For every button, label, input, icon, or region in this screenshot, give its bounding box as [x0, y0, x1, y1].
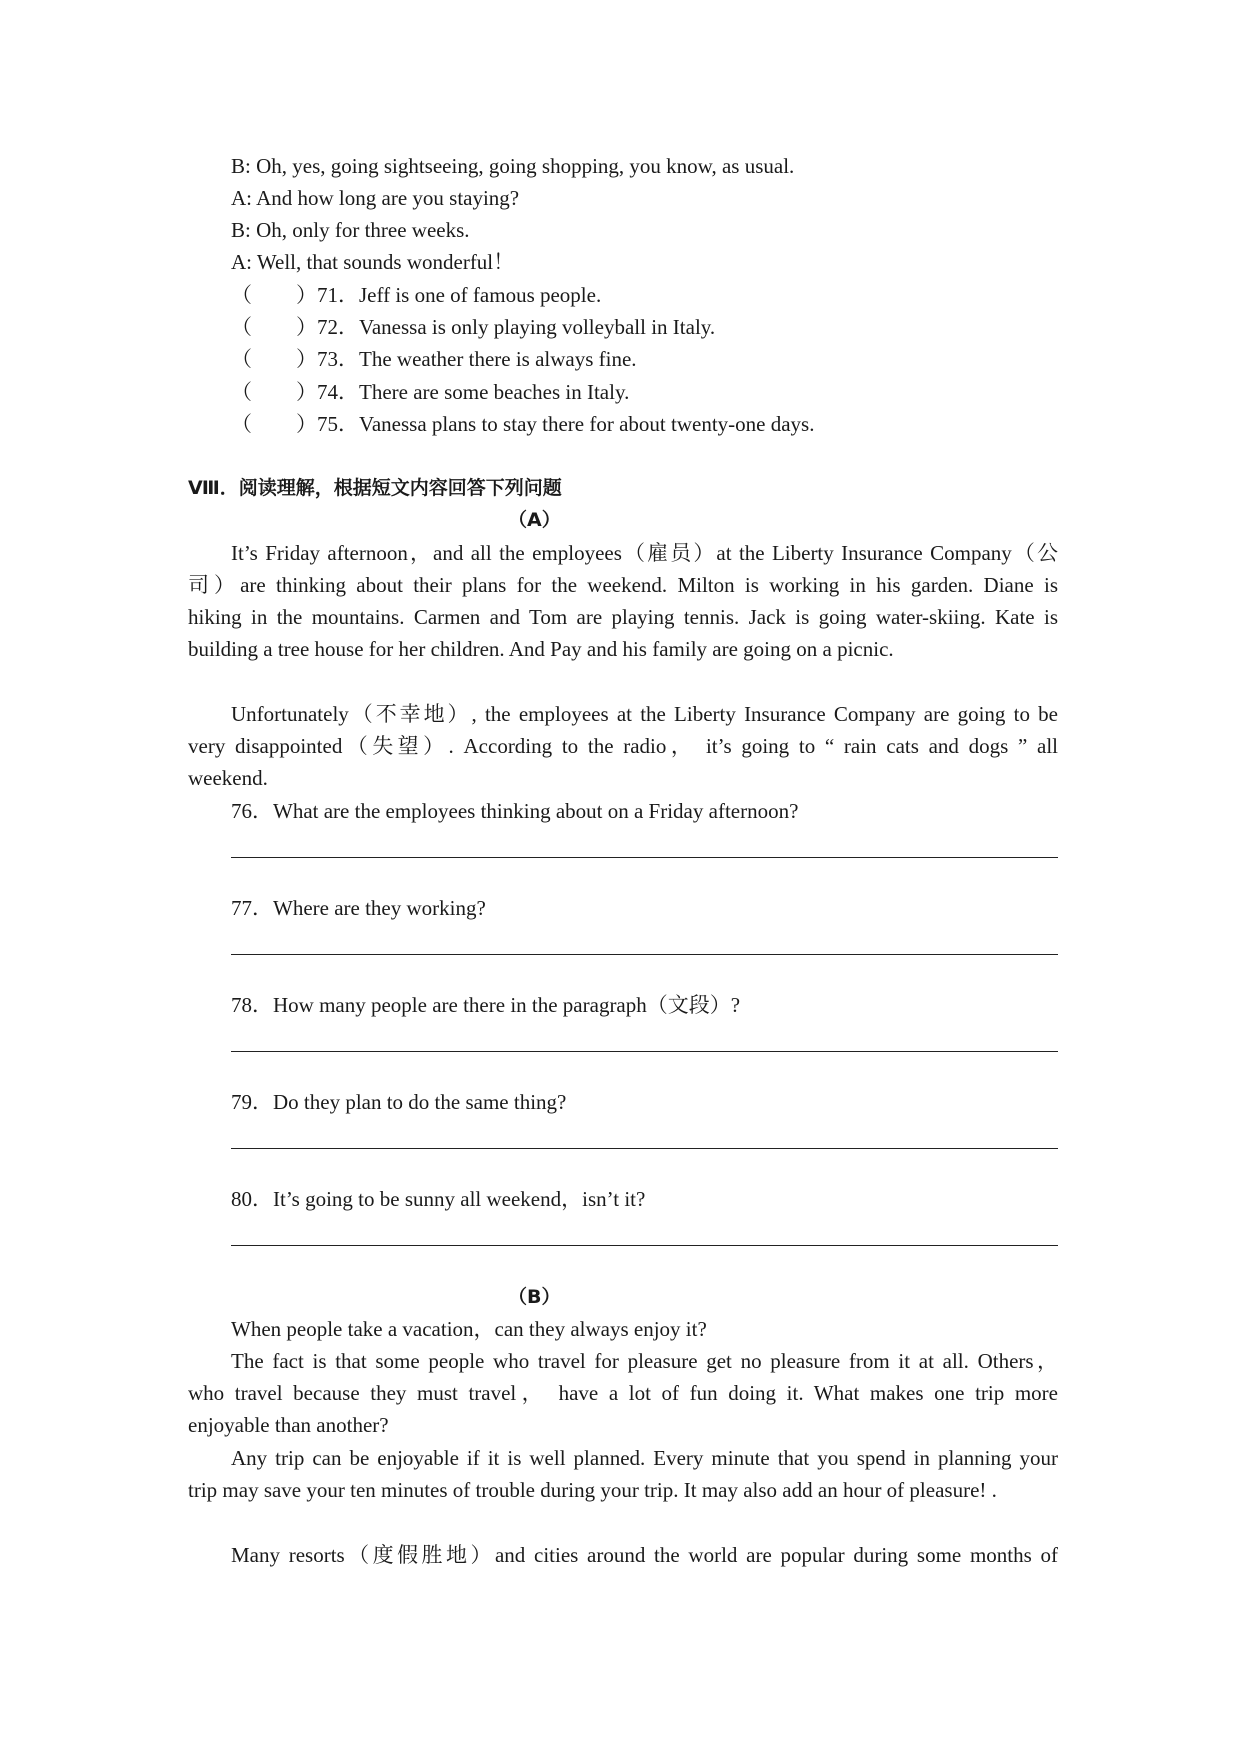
- true-false-item: [231, 409, 814, 439]
- question-77: 77．Where are they working?: [231, 896, 486, 920]
- answer-line-79[interactable]: [231, 1148, 1058, 1149]
- answer-blank[interactable]: （: [231, 283, 252, 307]
- question-76: 76．What are the employees thinking about on a Friday afternoon?: [231, 799, 799, 823]
- answer-line-76[interactable]: [231, 857, 1058, 858]
- answer-line-77[interactable]: [231, 954, 1058, 955]
- answer-blank[interactable]: （: [231, 380, 252, 404]
- answer-blank[interactable]: （: [231, 315, 252, 339]
- passage-a-line: hiking in the mountains. Carmen and Tom are playing tennis. Jack is going water-skiing. Kate is: [188, 605, 1058, 629]
- passage-b-line: enjoyable than another?: [188, 1413, 389, 1437]
- true-false-item: [231, 377, 629, 407]
- dialogue-line: A: Well, that sounds wonderful！: [231, 250, 515, 274]
- dialogue-line: A: And how long are you staying?: [231, 186, 520, 210]
- passage-b-line: Many resorts（度假胜地）and cities around the world are popular during some months of: [231, 1543, 1058, 1567]
- true-false-item: [231, 344, 637, 374]
- statement-text: ）75．Vanessa plans to stay there for about twenty-one days.: [296, 412, 815, 436]
- passage-a-line: Unfortunately（不幸地）, the employees at the Liberty Insurance Company are going to be: [231, 702, 1058, 726]
- true-false-item: [231, 280, 601, 310]
- question-78: 78．How many people are there in the paragraph（文段）?: [231, 993, 741, 1017]
- dialogue-line: B: Oh, yes, going sightseeing, going shopping, you know, as usual.: [231, 154, 795, 178]
- section-heading: Ⅷ．阅读理解，根据短文内容回答下列问题: [188, 477, 562, 499]
- passage-b-line: trip may save your ten minutes of trouble during your trip. It may also add an hour of pleasure! .: [188, 1478, 997, 1502]
- passage-a-line: very disappointed（失望）. According to the radio， it’s going to “ rain cats and dogs ” all: [188, 734, 1058, 758]
- passage-b-label: （B）: [508, 1286, 561, 1308]
- statement-text: ）74．There are some beaches in Italy.: [296, 380, 630, 404]
- passage-b-line: Any trip can be enjoyable if it is well planned. Every minute that you spend in planning your: [231, 1446, 1058, 1470]
- passage-b-line: who travel because they must travel， have a lot of fun doing it. What makes one trip more: [188, 1381, 1058, 1405]
- question-79: 79．Do they plan to do the same thing?: [231, 1090, 567, 1114]
- true-false-item: [231, 312, 715, 342]
- statement-text: ）71．Jeff is one of famous people.: [296, 283, 602, 307]
- passage-b-line: The fact is that some people who travel for pleasure get no pleasure from it at all. Others，: [231, 1349, 1058, 1373]
- passage-b-line: When people take a vacation，can they always enjoy it?: [231, 1317, 707, 1341]
- statement-text: ）72．Vanessa is only playing volleyball in Italy.: [296, 315, 716, 339]
- dialogue-line: B: Oh, only for three weeks.: [231, 218, 470, 242]
- passage-a-label: （A）: [508, 509, 561, 531]
- question-80: 80．It’s going to be sunny all weekend，isn’t it?: [231, 1187, 646, 1211]
- passage-a-line: It’s Friday afternoon，and all the employees（雇员）at the Liberty Insurance Company（公: [231, 541, 1058, 565]
- answer-blank[interactable]: （: [231, 412, 252, 436]
- statement-text: ）73．The weather there is always fine.: [296, 347, 637, 371]
- passage-a-line: weekend.: [188, 766, 268, 790]
- answer-line-78[interactable]: [231, 1051, 1058, 1052]
- answer-blank[interactable]: （: [231, 347, 252, 371]
- passage-a-line: building a tree house for her children. And Pay and his family are going on a picnic.: [188, 637, 894, 661]
- answer-line-80[interactable]: [231, 1245, 1058, 1246]
- passage-a-line: 司）are thinking about their plans for the weekend. Milton is working in his garden. Diane is: [188, 573, 1058, 597]
